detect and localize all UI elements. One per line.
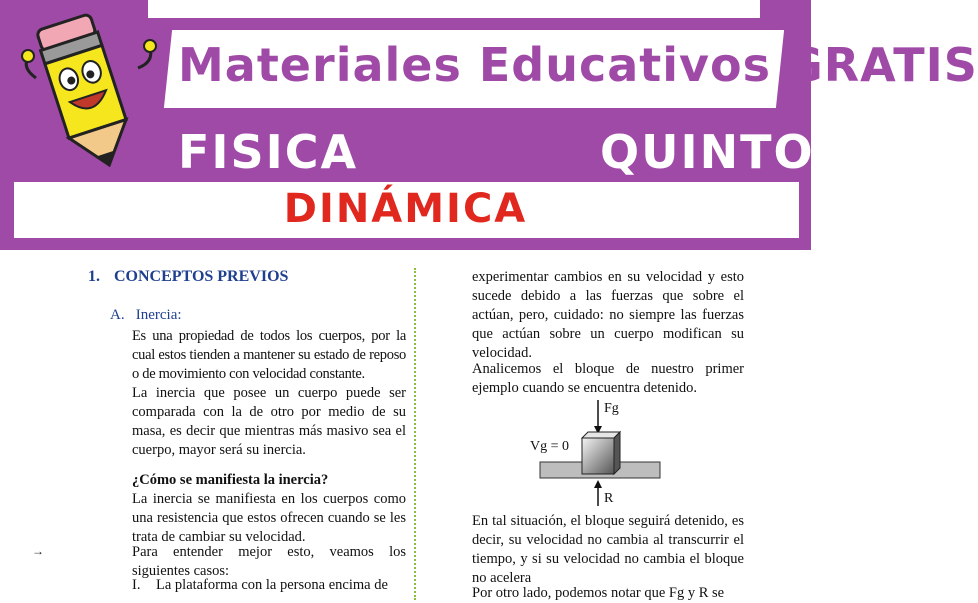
paragraph-block-still: En tal situación, el bloque seguirá detenido, es decir, su velocidad no cambia al transcurrir el tiempo, y si su velocidad no cambia el bloque no acelera xyxy=(472,513,744,586)
normal-label: R xyxy=(604,491,614,506)
site-title-right: GRATIS xyxy=(785,38,978,92)
weight-label: Fg xyxy=(604,401,619,416)
topic-title: DINÁMICA xyxy=(283,186,528,232)
arrow-icon: → xyxy=(32,544,44,558)
grade-label: QUINTO xyxy=(600,125,815,179)
question-heading: ¿Cómo se manifiesta la inercia? xyxy=(132,472,329,488)
paragraph-block-analysis: Analicemos el bloque de nuestro primer ejemplo cuando se encuentra detenido. xyxy=(472,361,744,396)
normal-arrow-head xyxy=(594,480,602,488)
banner-top-strip xyxy=(148,0,760,18)
section-title: CONCEPTOS PREVIOS xyxy=(114,268,289,285)
block xyxy=(582,438,614,474)
site-title-left: Materiales Educativos xyxy=(178,38,771,92)
paragraph-inertia-mass: La inercia que posee un cuerpo puede ser comparada con la de otro por medio de su masa, es decir que mientras más masivo sea el cuerpo, mayor será su inercia. xyxy=(132,385,406,458)
subsection-title: Inercia: xyxy=(135,307,182,323)
paragraph-inertia-definition: Es una propiedad de todos los cuerpos, por la cual estos tienden a mantener su estado de reposo o de movimiento con velocidad constante. xyxy=(132,328,406,382)
list-item xyxy=(132,576,406,595)
list-item-text: La plataforma con la persona encima de xyxy=(156,577,388,593)
site-title xyxy=(178,38,978,92)
block-force-diagram xyxy=(530,398,670,508)
paragraph-cases-intro: Para entender mejor esto, veamos los siguientes casos: xyxy=(132,544,406,579)
paragraph-velocity-changes: experimentar cambios en su velocidad y esto sucede debido a las fuerzas que sobre el actúan, pero, cuidado: no siempre las fuerzas que actúan sobre un cuerpo modifican su velocidad. xyxy=(472,269,744,361)
subsection-number: A. xyxy=(110,307,125,323)
subsection-heading xyxy=(110,307,182,324)
list-item-number: I. xyxy=(132,577,141,593)
pencil-mascot-icon xyxy=(18,8,158,178)
paragraph-inertia-resistance: La inercia se manifiesta en los cuerpos como una resistencia que estos ofrecen cuando se les trata de cambiar su velocidad. xyxy=(132,491,406,545)
section-heading xyxy=(88,268,288,286)
subject-label: FISICA xyxy=(178,125,359,179)
section-number: 1. xyxy=(88,268,100,285)
velocity-label: Vg = 0 xyxy=(530,439,570,454)
paragraph-forces: Por otro lado, podemos notar que Fg y R se xyxy=(472,585,725,601)
column-divider xyxy=(414,268,416,600)
